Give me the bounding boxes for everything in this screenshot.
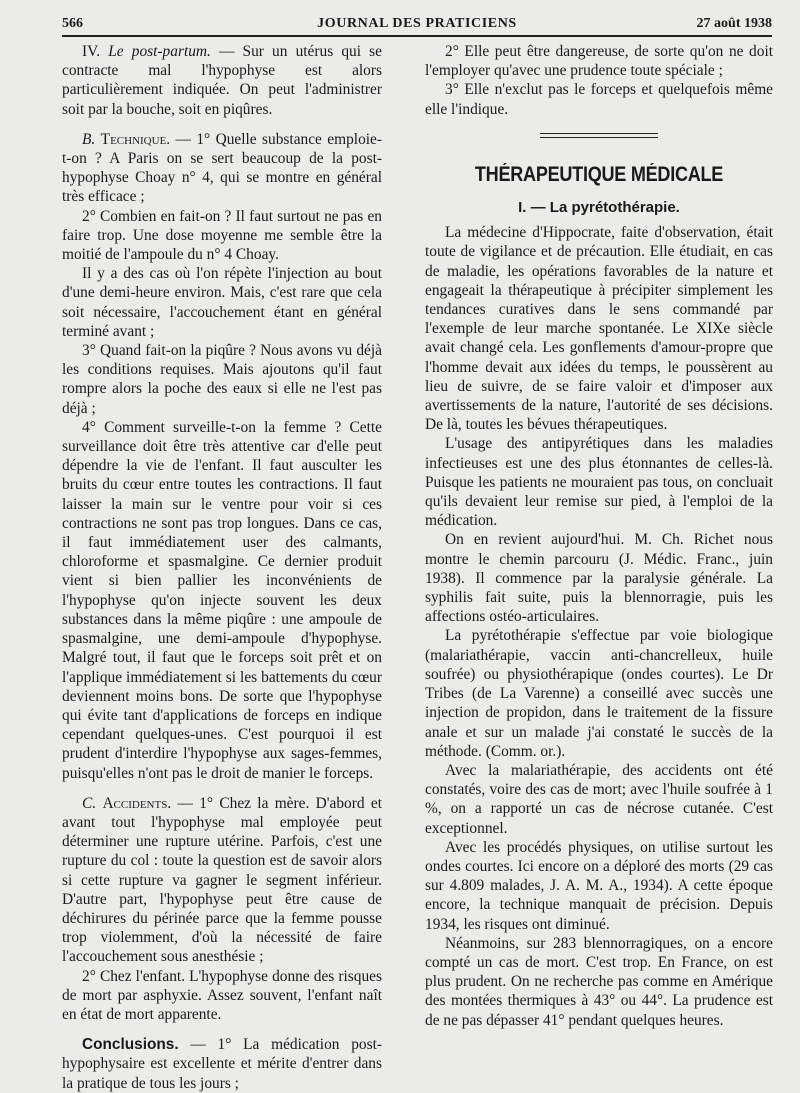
richet-paragraph: On en revient aujourd'hui. M. Ch. Richet nous montre le chemin parcouru (J. Médic. Franc., juin 1938). Il commence par la paralysie générale. La syphilis fait suite, puis la blennorragie, puis les affections ostéo-articulaires. [425, 531, 773, 626]
pyretotherapy-paragraph: La pyrétothérapie s'effectue par voie biologique (malariathérapie, vaccin anti-chancrelleux, huile soufrée) ou physiothérapique (ondes courtes). Le Dr Tribes (de La Varenne) a conseillé avec succès une injection de propidon, dans le traitement de la fissure anale et sur un malade j'ai constaté le succès de la méthode. (Comm. or.). [425, 627, 773, 760]
header-rule [62, 35, 772, 37]
technique-dose-paragraph: 2° Combien en fait-on ? Il faut surtout ne pas en faire trop. Une dose moyenne me semble être la moitié de l'ampoule du n° 4 Choay. [62, 207, 382, 264]
blennorrhagia-paragraph: Néanmoins, sur 283 blennorragiques, on a encore compté un cas de mort. C'est trop. En France, on est plus prudent. On ne recherche pas comme en Amérique des montées thermiques à 43° ou 44°. La prudence est de ne pas dépasser 41° pendant quelques heures. [425, 934, 773, 1029]
journal-title: JOURNAL DES PRATICIENS [317, 16, 517, 31]
malaria-paragraph: Avec la malariathérapie, des accidents ont été constatés, voire des cas de mort; avec l'huile soufrée à 1 %, on a rapporté un cas de nécrose cutanée. C'est exceptionnel. [425, 761, 773, 837]
left-column [62, 42, 382, 1093]
section-title: THÉRAPEUTIQUE MÉDICALE [474, 162, 724, 186]
post-partum-paragraph: IV. Le post-partum. — Sur un utérus qui se contracte mal l'hypophyse est alors particulièrement indiquée. On peut l'administrer soit par la bouche, soit en piqûres. [62, 43, 382, 118]
physical-methods-paragraph: Avec les procédés physiques, on utilise surtout les ondes courtes. Ici encore on a déploré des morts (29 cas sur 4.809 malades, J. A. M. A., 1934). A cette époque encore, la technique manquait de précision. Depuis 1934, les risques ont diminué. [425, 838, 773, 933]
conclusion-3: 3° Elle n'exclut pas le forceps et quelquefois même elle l'indique. [425, 81, 773, 118]
technique-repeat-paragraph: Il y a des cas où l'on répète l'injection au bout d'une demi-heure environ. Mais, c'est rare que cela soit nécessaire, l'accouchement étant en général terminé avant ; [62, 265, 382, 340]
accidents-child-paragraph: 2° Chez l'enfant. L'hypophyse donne des risques de mort par asphyxie. Assez souvent, l'enfant naît en état de mort apparente. [62, 967, 382, 1023]
issue-date: 27 août 1938 [696, 16, 772, 31]
technique-when-paragraph: 3° Quand fait-on la piqûre ? Nous avons vu déjà les conditions requises. Mais ajoutons qu'il faut rompre alors la poche des eaux si elle ne l'est pas déjà ; [62, 342, 382, 417]
accidents-paragraph: C. Accidents. — 1° Chez la mère. D'abord et avant tout l'hypophyse mal employée peut déterminer une rupture utérine. Parfois, c'est une rupture du col : toute la question est de savoir alors si cette rupture va gagner le segment inférieur. D'autre part, l'hypophyse peut être cause de déchirures du périnée parce que la femme pousse trop violemment, d'où la nécessité de faire l'accouchement sous anesthésie ; [62, 794, 382, 966]
hippocrate-paragraph: La médecine d'Hippocrate, faite d'observation, était toute de vigilance et de précaution. Elle étudiait, en cas de maladie, les opérations favorables de la nature et engageait la thérapeutique à précipiter simplement les tendances curatives dans le sens commandé par l'exemple de leur marche spontanée. Le XIXe siècle avait changé cela. Les gonflements d'amour-propre que l'homme devait aux idées du temps, le poussèrent au lieu de suivre, de se faire valoir et d'imposer aux avertissements de la nature, l'autorité de ses décisions. De là, toutes les bévues thérapeutiques. [425, 224, 773, 434]
conclusion-2: 2° Elle peut être dangereuse, de sorte qu'on ne doit l'employer qu'avec une prudence toute spéciale ; [425, 43, 773, 80]
page-number: 566 [62, 16, 83, 31]
conclusions-paragraph: Conclusions. — 1° La médication post-hypophysaire est excellente et mérite d'entrer dans la pratique de tous les jours ; [62, 1036, 382, 1092]
technique-paragraph: B. Technique. — 1° Quelle substance emploie-t-on ? A Paris on se sert beaucoup de la post-hypophyse Choay n° 4, qui se montre en général très efficace ; [62, 130, 382, 206]
technique-monitoring-paragraph: 4° Comment surveille-t-on la femme ? Cette surveillance doit être très attentive car d'elle peut dépendre la vie de l'enfant. Il faut ausculter les bruits du cœur entre toutes les contractions. Il faut laisser la main sur le ventre pour voir si ces contractions ne sont pas trop longues. Dans ce cas, il faut immédiatement user des calmants, chloroforme et spasmalgine. Ce dernier produit vient si bien pallier les inconvénients de l'hypophyse qu'on injecte souvent les deux substances dans la même piqûre : une ampoule de spasmalgine, une demi-ampoule d'hypophyse. Malgré tout, il faut que le forceps soit prêt et on l'applique immédiatement si les battements du cœur deviennent moins bons. De sorte que l'hypophyse qui évite tant d'applications de forceps en indique cependant quelques-unes. C'est pourquoi il est prudent d'interdire l'hypophyse aux sages-femmes, puisqu'elles n'ont pas le droit de manier le forceps. [62, 418, 382, 782]
section-separator [540, 133, 658, 141]
section-subtitle: I. — La pyrétothérapie. [518, 199, 680, 217]
antipyretics-paragraph: L'usage des antipyrétiques dans les maladies infectieuses est une des plus étonnantes de celles-là. Puisque les patients ne mouraient pas tous, on concluait qu'ils devaient leur remise sur pied, à l'emploi de la médication. [425, 435, 773, 530]
right-column [425, 42, 773, 1030]
